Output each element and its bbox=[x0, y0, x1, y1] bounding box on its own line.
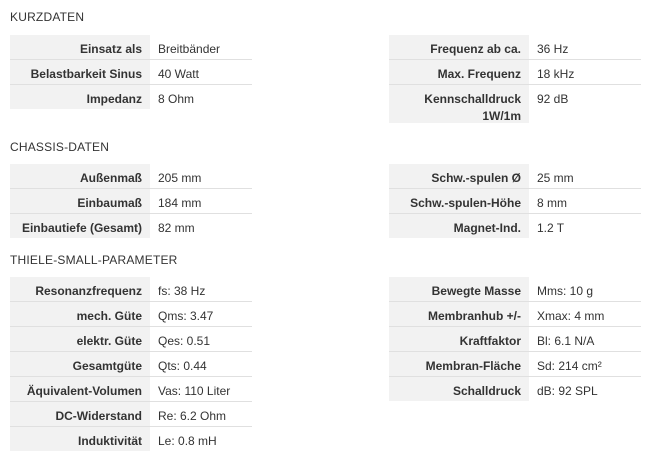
spec-value: Le: 0.8 mH bbox=[150, 427, 252, 451]
spec-table-left bbox=[10, 277, 252, 451]
spec-value: fs: 38 Hz bbox=[150, 277, 252, 301]
spec-value: 36 Hz bbox=[529, 35, 641, 59]
spec-value: 40 Watt bbox=[150, 60, 252, 84]
spec-value: 205 mm bbox=[150, 164, 252, 188]
section-title: CHASSIS-DATEN bbox=[10, 140, 110, 154]
spec-value: Re: 6.2 Ohm bbox=[150, 402, 252, 426]
spec-label: Max. Frequenz bbox=[389, 60, 529, 84]
spec-value: 25 mm bbox=[529, 164, 641, 188]
table-row bbox=[389, 327, 641, 352]
spec-value: Vas: 110 Liter bbox=[150, 377, 252, 401]
spec-label: Schw.-spulen Ø bbox=[389, 164, 529, 188]
spec-label: Membran-Fläche bbox=[389, 352, 529, 376]
spec-label: Einbaumaß bbox=[10, 189, 150, 213]
spec-label: Einbautiefe (Gesamt) bbox=[10, 214, 150, 238]
spec-table-right bbox=[389, 164, 641, 238]
spec-value: Breitbänder bbox=[150, 35, 252, 59]
table-row bbox=[389, 85, 641, 123]
table-row bbox=[389, 352, 641, 377]
spec-value: Xmax: 4 mm bbox=[529, 302, 641, 326]
spec-label: Frequenz ab ca. bbox=[389, 35, 529, 59]
spec-label: Membranhub +/- bbox=[389, 302, 529, 326]
spec-label: Äquivalent-Volumen bbox=[10, 377, 150, 401]
table-row bbox=[389, 377, 641, 401]
spec-value: 8 Ohm bbox=[150, 85, 252, 109]
table-row bbox=[10, 277, 252, 302]
table-row bbox=[389, 277, 641, 302]
spec-table-left bbox=[10, 164, 252, 238]
table-row bbox=[389, 302, 641, 327]
table-row bbox=[10, 189, 252, 214]
table-row bbox=[10, 60, 252, 85]
spec-value: Bl: 6.1 N/A bbox=[529, 327, 641, 351]
spec-value: 1.2 T bbox=[529, 214, 641, 238]
spec-value: Qes: 0.51 bbox=[150, 327, 252, 351]
spec-value: 184 mm bbox=[150, 189, 252, 213]
table-row bbox=[10, 402, 252, 427]
spec-table-right bbox=[389, 277, 641, 401]
spec-label: Schalldruck bbox=[389, 377, 529, 401]
spec-value: Qms: 3.47 bbox=[150, 302, 252, 326]
section-title: KURZDATEN bbox=[10, 10, 85, 24]
table-row bbox=[10, 214, 252, 238]
spec-label: Belastbarkeit Sinus bbox=[10, 60, 150, 84]
table-row bbox=[389, 164, 641, 189]
spec-value: 92 dB bbox=[529, 85, 641, 123]
spec-value: Qts: 0.44 bbox=[150, 352, 252, 376]
spec-value: Sd: 214 cm² bbox=[529, 352, 641, 376]
table-row bbox=[10, 327, 252, 352]
spec-table-left bbox=[10, 35, 252, 109]
table-row bbox=[389, 214, 641, 238]
spec-value: 8 mm bbox=[529, 189, 641, 213]
spec-label: Resonanzfrequenz bbox=[10, 277, 150, 301]
table-row bbox=[10, 352, 252, 377]
spec-label: Einsatz als bbox=[10, 35, 150, 59]
spec-label: Induktivität bbox=[10, 427, 150, 451]
spec-label: Bewegte Masse bbox=[389, 277, 529, 301]
spec-value: 82 mm bbox=[150, 214, 252, 238]
table-row bbox=[10, 35, 252, 60]
spec-label: DC-Widerstand bbox=[10, 402, 150, 426]
spec-value: 18 kHz bbox=[529, 60, 641, 84]
table-row bbox=[10, 164, 252, 189]
spec-value: Mms: 10 g bbox=[529, 277, 641, 301]
spec-label: elektr. Güte bbox=[10, 327, 150, 351]
spec-label: Kennschalldruck 1W/1m bbox=[389, 85, 529, 123]
spec-label: Gesamtgüte bbox=[10, 352, 150, 376]
spec-label: Magnet-Ind. bbox=[389, 214, 529, 238]
spec-label: Kraftfaktor bbox=[389, 327, 529, 351]
table-row bbox=[10, 377, 252, 402]
table-row bbox=[389, 60, 641, 85]
spec-label: Impedanz bbox=[10, 85, 150, 109]
table-row bbox=[10, 85, 252, 109]
spec-label: Schw.-spulen-Höhe bbox=[389, 189, 529, 213]
section-title: THIELE-SMALL-PARAMETER bbox=[10, 253, 178, 267]
table-row bbox=[389, 189, 641, 214]
table-row bbox=[10, 302, 252, 327]
spec-value: dB: 92 SPL bbox=[529, 377, 641, 401]
spec-label: Außenmaß bbox=[10, 164, 150, 188]
spec-label: mech. Güte bbox=[10, 302, 150, 326]
spec-table-right bbox=[389, 35, 641, 123]
table-row bbox=[10, 427, 252, 451]
table-row bbox=[389, 35, 641, 60]
